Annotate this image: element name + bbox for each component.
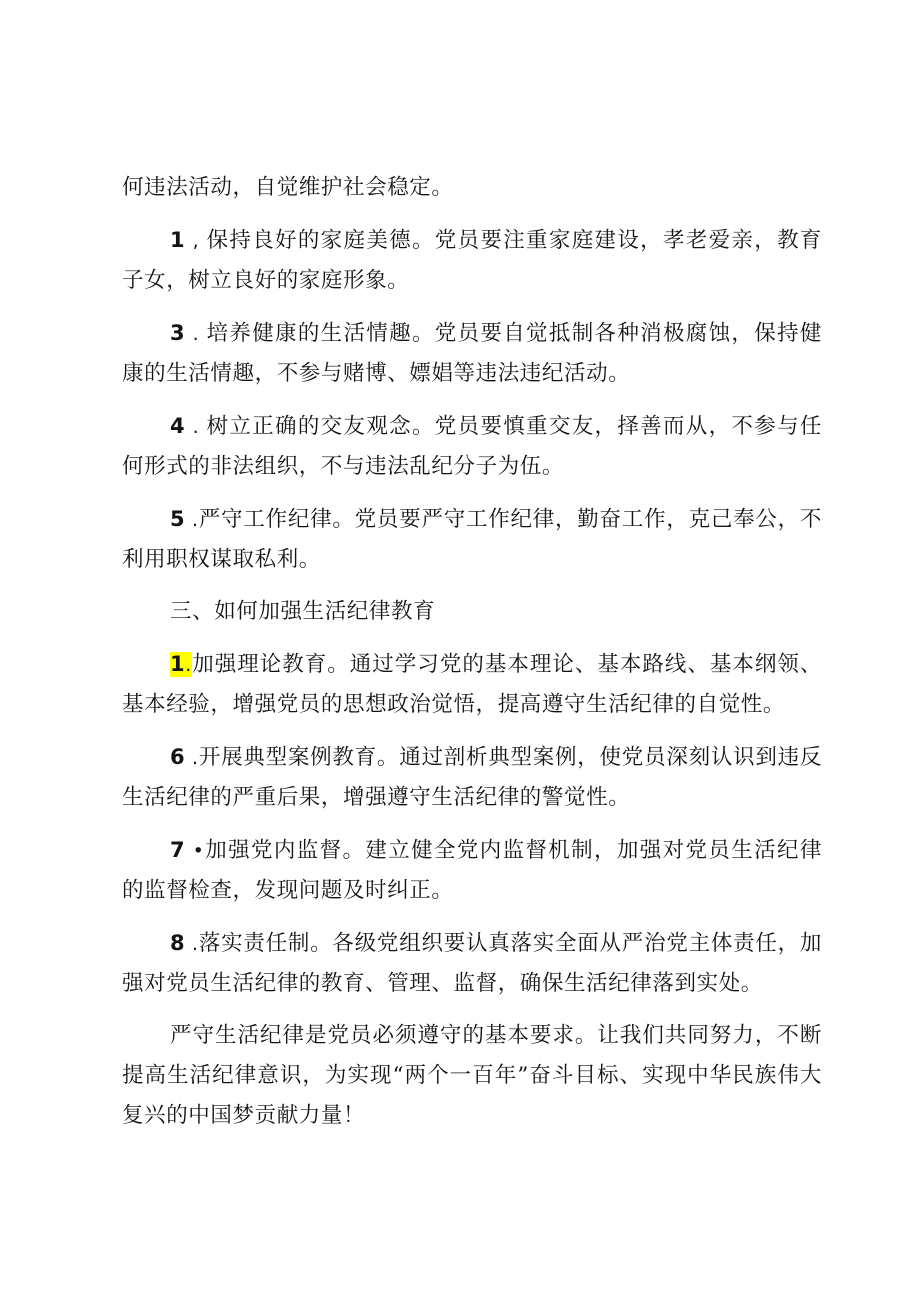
paragraph-item-8-responsibility [122,923,822,1004]
item-separator: • [185,840,205,862]
item-number: 1 [170,228,186,252]
paragraph-item-1-theory-education [122,644,822,725]
item-number: 7 [170,838,186,862]
paragraph-text: 树立正确的交友观念。党员要慎重交友，择善而从，不参与任何形式的非法组织，不与违法乱纪分子为伍。 [122,414,822,479]
paragraph-item-1-family-virtue [122,220,822,301]
paragraph-text: 落实责任制。各级党组织要认真落实全面从严治党主体责任，加强对党员生活纪律的教育、管理、监督，确保生活纪律落到实处。 [122,931,823,996]
highlighted-item-number [170,652,192,677]
paragraph-item-4-friendship [122,406,822,487]
document-body [122,168,822,1148]
item-separator: . [185,323,207,345]
item-number: 3 [170,321,186,345]
paragraph-item-5-work-discipline [122,499,822,580]
paragraph-continuation [122,168,822,208]
item-number: 6 [170,745,186,769]
paragraph-item-7-party-supervision [122,830,822,911]
paragraph-text: 加强党内监督。建立健全党内监督机制，加强对党员生活纪律的监督检查，发现问题及时纠正。 [122,838,823,903]
paragraph-item-3-healthy-interests [122,313,822,394]
item-separator: . [185,509,199,531]
item-number: 1 [170,652,186,676]
paragraph-text: 严守生活纪律是党员必须遵守的基本要求。让我们共同努力，不断提高生活纪律意识，为实现“两个一百年”奋斗目标、实现中华民族伟大复兴的中国梦贡献力量！ [122,1023,822,1128]
section-heading-text: 三、如何加强生活纪律教育 [170,599,436,624]
paragraph-text: 培养健康的生活情趣。党员要自觉抵制各种消极腐蚀，保持健康的生活情趣，不参与赌博、嫖娼等违法违纪活动。 [122,321,822,386]
item-number: 8 [170,931,186,955]
item-number: 4 [170,414,186,438]
item-number: 5 [170,507,186,531]
item-separator: . [185,416,207,438]
item-separator: , [185,230,207,252]
item-separator: . [185,747,199,769]
paragraph-text: 严守工作纪律。党员要严守工作纪律，勤奋工作，克己奉公，不利用职权谋取私利。 [122,507,823,572]
section-heading [122,592,822,632]
item-separator: . [185,933,199,955]
paragraph-conclusion [122,1016,822,1136]
paragraph-text: 开展典型案例教育。通过剖析典型案例，使党员深刻认识到违反生活纪律的严重后果，增强遵守生活纪律的警觉性。 [122,745,823,810]
item-separator: . [185,654,192,676]
paragraph-text: 何违法活动，自觉维护社会稳定。 [122,175,454,200]
paragraph-text: 加强理论教育。通过学习党的基本理论、基本路线、基本纲领、基本经验，增强党员的思想政治觉悟，提高遵守生活纪律的自觉性。 [122,652,822,717]
paragraph-text: 保持良好的家庭美德。党员要注重家庭建设，孝老爱亲，教育子女，树立良好的家庭形象。 [122,228,822,293]
paragraph-item-6-case-education [122,737,822,818]
